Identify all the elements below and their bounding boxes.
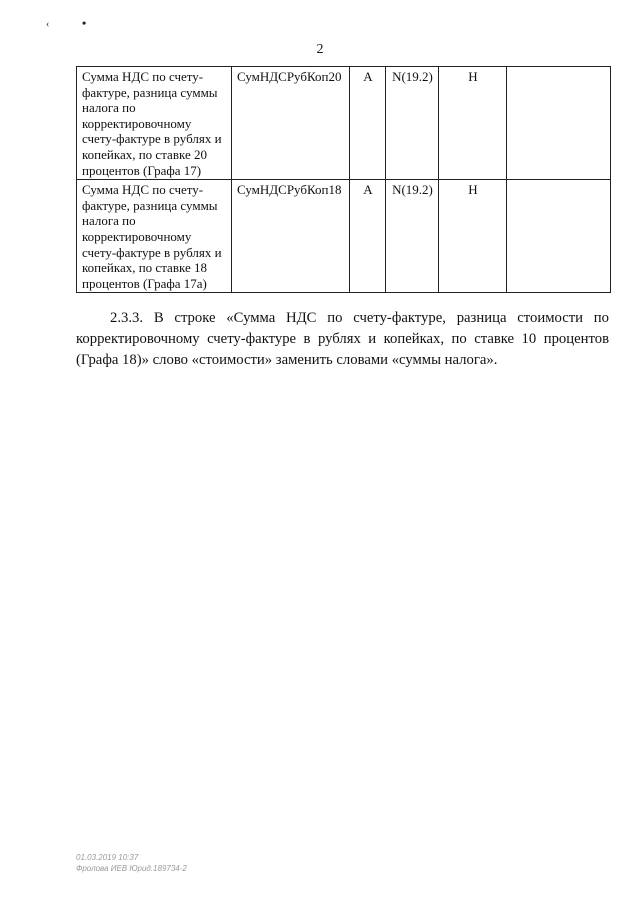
table-row (77, 67, 611, 180)
element-required-cell: Н (439, 67, 507, 180)
element-name-cell: Сумма НДС по счету-фактуре, разница суммы налога по корректировочному счету-фактуре в рублях и копейках, по ставке 20 процентов (Графа 17) (77, 67, 232, 180)
footer-stamp (76, 852, 187, 874)
footer-stamp-date: 01.03.2019 10:37 (76, 853, 139, 862)
table-row (77, 180, 611, 293)
footer-stamp-ref: Фролова ИЕВ Юрид.189734-2 (76, 864, 187, 873)
element-format-cell: N(19.2) (386, 180, 439, 293)
element-spec-table (76, 66, 611, 293)
element-required-cell: Н (439, 180, 507, 293)
element-format-cell: N(19.2) (386, 67, 439, 180)
element-code-cell: СумНДСРубКоп20 (232, 67, 350, 180)
scan-mark: ‹ (46, 19, 50, 30)
amendment-paragraph: 2.3.3. В строке «Сумма НДС по счету-фактуре, разница стоимости по корректировочному счету-фактуре в рублях и копейках, по ставке 10 процентов (Графа 18)» слово «стоимости» заменить словами «суммы налога». (76, 309, 609, 368)
element-note-cell (507, 180, 611, 293)
element-type-cell: А (350, 67, 386, 180)
element-type-cell: А (350, 180, 386, 293)
scan-mark: • (82, 16, 87, 30)
page-number: 2 (316, 42, 324, 57)
element-note-cell (507, 67, 611, 180)
element-code-cell: СумНДСРубКоп18 (232, 180, 350, 293)
element-name-cell: Сумма НДС по счету-фактуре, разница суммы налога по корректировочному счету-фактуре в рублях и копейках, по ставке 18 процентов (Графа 17а) (77, 180, 232, 293)
